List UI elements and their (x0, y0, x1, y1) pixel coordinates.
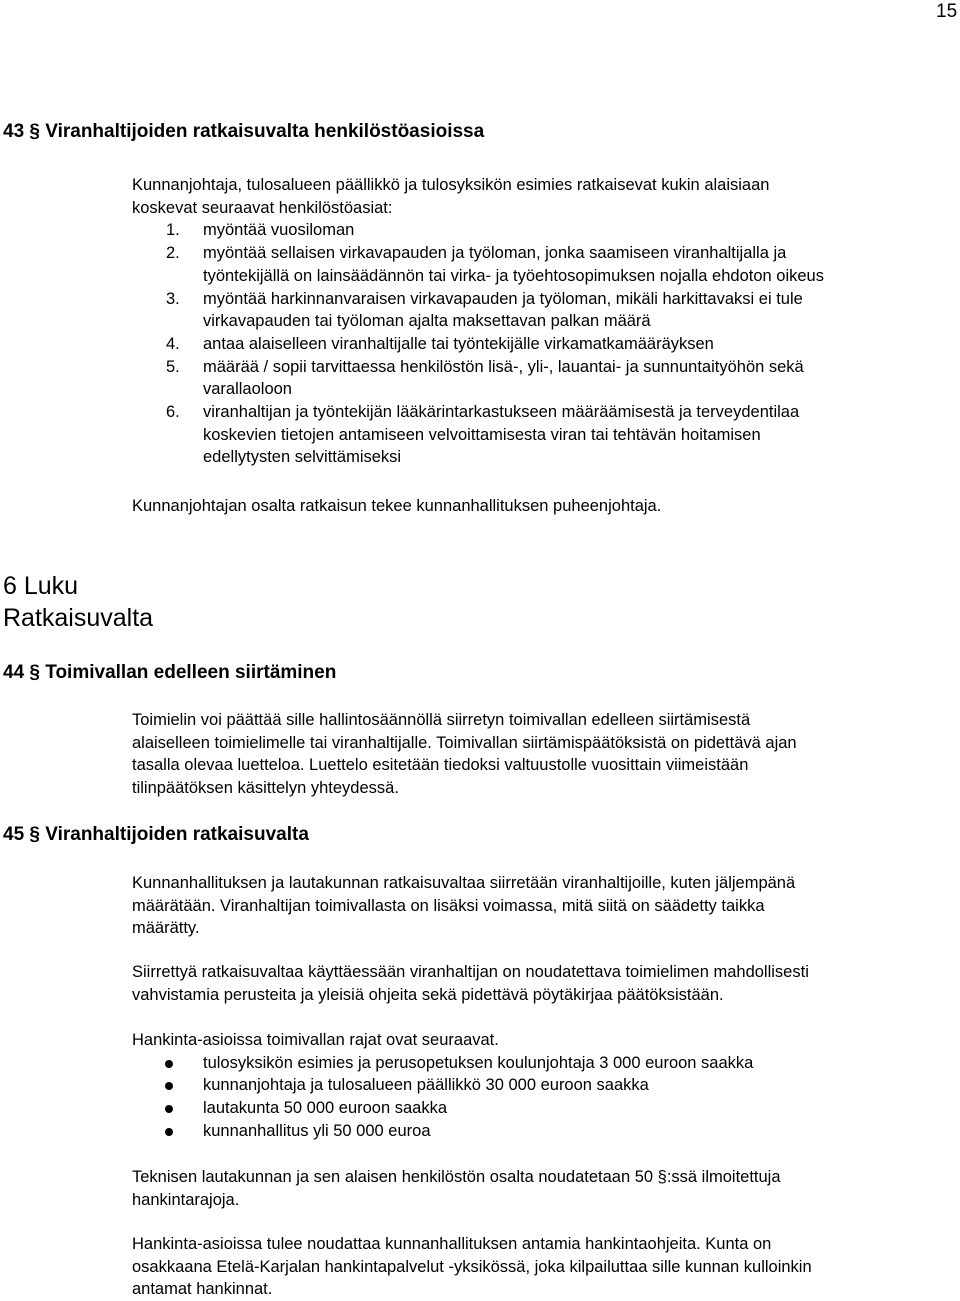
section-45-heading: 45 § Viranhaltijoiden ratkaisuvalta (3, 824, 309, 845)
section-44-body (132, 709, 952, 800)
list-item-text: kunnanhallitus yli 50 000 euroa (203, 1121, 431, 1140)
section-45-para1 (132, 872, 952, 940)
bullet-icon (165, 1060, 173, 1068)
section-45-paragraph: Kunnanhallituksen ja lautakunnan ratkaisuvaltaa siirretään viranhaltijoille, kuten jäljempänä määrätään. Viranhaltijan toimivallasta on lisäksi voimassa, mitä siitä on säädetty taikka määrätty. (132, 874, 796, 938)
list-item-number: 2. (166, 244, 180, 263)
list-item-number: 6. (166, 403, 180, 422)
section-43-list (132, 219, 952, 469)
chapter-label: 6 Luku (3, 572, 79, 600)
list-item (132, 1120, 952, 1143)
list-item-text: myöntää harkinnanvaraisen virkavapauden ja työloman, mikäli harkittavaksi ei tule virkavapauden tai työloman ajalta maksettavan palkan määrä (203, 289, 803, 331)
list-item (132, 1097, 952, 1120)
list-item-text: antaa alaiselleen viranhaltijalle tai työntekijälle virkamatkamääräyksen (203, 334, 714, 353)
list-item-number: 4. (166, 334, 180, 353)
page-number: 15 (936, 1, 958, 22)
list-item-text: määrää / sopii tarvittaessa henkilöstön lisä-, yli-, lauantai- ja sunnuntaityöhön sekä varallaoloon (203, 357, 804, 399)
section-45-para2 (132, 961, 952, 1006)
list-item (132, 333, 952, 356)
list-item-text: tulosyksikön esimies ja perusopetuksen koulunjohtaja 3 000 euroon saakka (203, 1053, 754, 1072)
list-item-text: viranhaltijan ja työntekijän lääkärintarkastukseen määräämisestä ja terveydentilaa koskevien tietojen antamiseen velvoittamisesta viran tai tehtävän hoitamisen edellytysten selvittämiseksi (203, 403, 800, 467)
section-45-paragraph: Hankinta-asioissa toimivallan rajat ovat seuraavat. (132, 1031, 499, 1049)
list-item (132, 356, 952, 401)
bullet-icon (165, 1082, 173, 1090)
bullet-icon (165, 1105, 173, 1113)
list-item (132, 401, 952, 469)
list-item-number: 3. (166, 289, 180, 308)
list-item (132, 288, 952, 333)
section-45-para4 (132, 1166, 952, 1211)
chapter-title: Ratkaisuvalta (3, 604, 154, 632)
procurement-limits-list (132, 1052, 952, 1143)
section-44-paragraph: Toimielin voi päättää sille hallintosäännöllä siirretyn toimivallan edelleen siirtämisestä alaiselleen toimielimelle tai viranhaltijalle. Toimivallan siirtämispäätöksistä on pidettävä ajan tasalla olevaa luetteloa. Luettelo esitetään tiedoksi valtuustolle vuosittain viimeistään tilinpäätöksen käsittelyn yhteydessä. (132, 711, 797, 798)
section-45-paragraph: Hankinta-asioissa tulee noudattaa kunnanhallituksen antamia hankintaohjeita. Kunta on osakkaana Etelä-Karjalan hankintapalvelut -yksikössä, joka kilpailuttaa sille kunnan kulloinkin antamat hankinnat. (132, 1235, 812, 1299)
list-item-text: myöntää vuosiloman (203, 221, 355, 240)
section-43-intro: Kunnanjohtaja, tulosalueen päällikkö ja tulosyksikön esimies ratkaisevat kukin alaisiaan koskevat seuraavat henkilöstöasiat: (132, 176, 770, 217)
list-item-number: 5. (166, 357, 180, 376)
section-43-heading: 43 § Viranhaltijoiden ratkaisuvalta henkilöstöasioissa (3, 121, 485, 142)
list-item (132, 1074, 952, 1097)
section-45-procurement (132, 1029, 952, 1143)
list-item-text: lautakunta 50 000 euroon saakka (203, 1099, 448, 1118)
list-item-text: kunnanjohtaja ja tulosalueen päällikkö 30 000 euroon saakka (203, 1076, 649, 1095)
section-44-heading: 44 § Toimivallan edelleen siirtäminen (3, 662, 337, 683)
bullet-icon (165, 1128, 173, 1136)
section-43-body (132, 174, 952, 469)
section-45-paragraph: Teknisen lautakunnan ja sen alaisen henkilöstön osalta noudatetaan 50 §:ssä ilmoitettuja hankintarajoja. (132, 1168, 781, 1209)
list-item-number: 1. (166, 221, 180, 240)
list-item (132, 242, 952, 287)
section-45-paragraph: Siirrettyä ratkaisuvaltaa käyttäessään viranhaltijan on noudatettava toimielimen mahdollisesti vahvistamia perusteita ja yleisiä ohjeita sekä pidettävä pöytäkirjaa päätöksistään. (132, 963, 809, 1004)
list-item (132, 1052, 952, 1075)
list-item (132, 219, 952, 242)
list-item-text: myöntää sellaisen virkavapauden ja työloman, jonka saamiseen viranhaltijalla ja työntekijällä on lainsäädännön tai virka- ja työehtosopimuksen nojalla ehdoton oikeus (203, 244, 824, 285)
section-43-closing: Kunnanjohtajan osalta ratkaisun tekee kunnanhallituksen puheenjohtaja. (132, 497, 662, 515)
section-45-para5 (132, 1233, 952, 1301)
